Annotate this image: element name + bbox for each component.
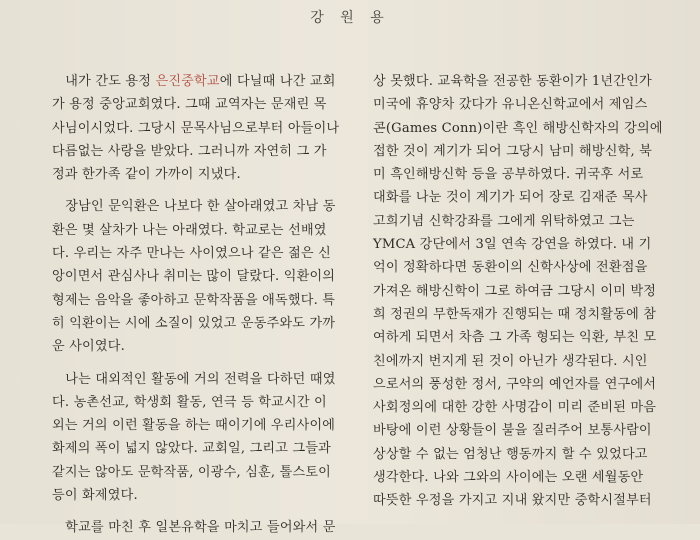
text-run: 화제의 폭이 넓지 않았다. 교회일, 그리고 그들과	[52, 441, 332, 457]
text-run: 앙이면서 관심사나 취미는 많이 달랐다. 익환이의	[52, 269, 336, 285]
text-line	[52, 368, 352, 391]
text-run: 학교를 마친 후 일본유학을 마치고 들어와서 문	[52, 520, 336, 536]
text-run: 으로서의 풍성한 정서, 구약의 예언자를 연구에서	[373, 376, 657, 392]
text-line	[52, 437, 352, 460]
text-run: 상상할 수 없는 엄청난 행동까지 할 수 있었다고	[373, 446, 648, 462]
text-line	[52, 312, 352, 335]
text-line	[52, 265, 352, 288]
text-run: 콘(Games Conn)이란 흑인 해방신학자의 강의에	[373, 120, 663, 136]
text-run: 나는 대외적인 활동에 거의 전력을 다하던 때였	[52, 371, 336, 387]
text-run: 상 못했다. 교육학을 전공한 동환이가 1년간인가	[373, 74, 652, 89]
text-line	[373, 163, 681, 186]
text-line	[52, 140, 352, 163]
text-line	[373, 443, 681, 466]
text-line	[373, 140, 681, 163]
text-run: 장남인 문익환은 나보다 한 살아래였고 차남 동	[52, 199, 336, 215]
text-line	[52, 93, 352, 116]
paragraph	[52, 516, 352, 539]
text-run: 내가 간도 용정	[52, 74, 156, 89]
text-line	[373, 489, 681, 512]
text-run: 접한 것이 계기가 되어 그당시 남미 해방신학, 북	[373, 143, 653, 159]
text-run: 생각한다. 나와 그와의 사이에는 오랜 세월동안	[373, 470, 644, 486]
text-line	[373, 326, 681, 349]
text-run: 사회정의에 대한 강한 사명감이 미리 준비된 마음	[373, 400, 657, 416]
text-run: 형제는 음악을 좋아하고 문학작품을 애독했다. 특	[52, 292, 336, 308]
text-run: 운 사이였다.	[52, 339, 125, 355]
text-run: 미국에 휴양차 갔다가 유니온신학교에서 제임스	[373, 97, 648, 113]
text-line	[373, 373, 681, 396]
text-run: 정과 한가족 같이 가까이 지냈다.	[52, 167, 241, 183]
text-line	[373, 93, 681, 116]
text-line	[52, 289, 352, 312]
text-line	[52, 484, 352, 507]
right-column	[373, 70, 681, 513]
left-column	[52, 70, 352, 540]
text-run: 가 용정 중앙교회였다. 그때 교역자는 문재린 목	[52, 97, 327, 113]
text-run: 환은 몇 살차가 나는 아래였다. 학교로는 선배였	[52, 222, 327, 238]
text-run: 다. 우리는 자주 만나는 사이였으나 같은 젊은 신	[52, 246, 332, 262]
text-line	[373, 396, 681, 419]
text-line	[373, 186, 681, 209]
text-line	[52, 70, 352, 93]
text-run: 사님이시었다. 그당시 문목사님으로부터 아들이나	[52, 120, 340, 136]
text-run: 등이 화제였다.	[52, 488, 138, 504]
text-run: 바탕에 이런 상황들이 불을 질러주어 보통사람이	[373, 423, 652, 439]
text-run: 미 흑인해방신학 등을 공부하였다. 귀국후 서로	[373, 167, 644, 183]
paragraph	[52, 70, 352, 186]
text-line	[52, 242, 352, 265]
text-run: 가져온 해방신학이 그로 하여금 그당시 이미 박정	[373, 283, 657, 299]
text-run: 다. 농촌선교, 학생회 활동, 연극 등 학교시간 이	[52, 394, 327, 410]
handwritten-annotation: 은진중학교	[155, 74, 220, 89]
text-line	[373, 350, 681, 373]
text-line	[373, 419, 681, 442]
text-line	[373, 303, 681, 326]
text-line	[373, 117, 681, 140]
text-line	[373, 70, 681, 93]
text-line	[52, 219, 352, 242]
text-run: 억이 정확하다면 동환이의 신학사상에 전환점을	[373, 260, 648, 276]
text-run: 같지는 않아도 문학작품, 이광수, 심훈, 톨스토이	[52, 464, 332, 480]
text-run: 여하게 되면서 차츰 그 가족 형되는 익환, 부친 모	[373, 330, 657, 346]
text-line	[373, 280, 681, 303]
text-line	[373, 256, 681, 279]
text-line	[52, 117, 352, 140]
text-line	[52, 391, 352, 414]
author-name: 강 원 용	[310, 10, 390, 26]
text-line	[52, 163, 352, 186]
text-line	[52, 195, 352, 218]
text-run: YMCA 강단에서 3일 연속 강연을 하였다. 내 기	[373, 237, 652, 253]
text-run: 친에까지 번지게 된 것이 아닌가 생각된다. 시인	[373, 353, 648, 369]
paragraph	[52, 195, 352, 358]
text-line	[373, 210, 681, 233]
text-run: 히 익환이는 시에 소질이 있었고 운동주와도 가까	[52, 315, 336, 331]
text-line	[52, 516, 352, 539]
text-line	[52, 335, 352, 358]
text-line	[373, 233, 681, 256]
text-run: 고희기념 신학강좌를 그에게 위탁하였고 그는	[373, 213, 635, 229]
text-run: 다름없는 사랑을 받았다. 그러니까 자연히 그 가	[52, 143, 327, 159]
text-line	[52, 461, 352, 484]
text-run: 따뜻한 우정을 가지고 지내 왔지만 중학시절부터	[373, 493, 652, 509]
text-line	[373, 466, 681, 489]
text-line	[52, 414, 352, 437]
text-run: 에 다닐때 나간 교회	[219, 74, 336, 89]
text-run: 외는 거의 이런 활동을 하는 때이기에 우리사이에	[52, 418, 336, 434]
paragraph	[52, 368, 352, 508]
text-run: 희 정권의 무한독재가 진행되는 때 정치활동에 참	[373, 306, 657, 322]
text-run: 대화를 나눈 것이 계기가 되어 장로 김재준 목사	[373, 190, 648, 206]
